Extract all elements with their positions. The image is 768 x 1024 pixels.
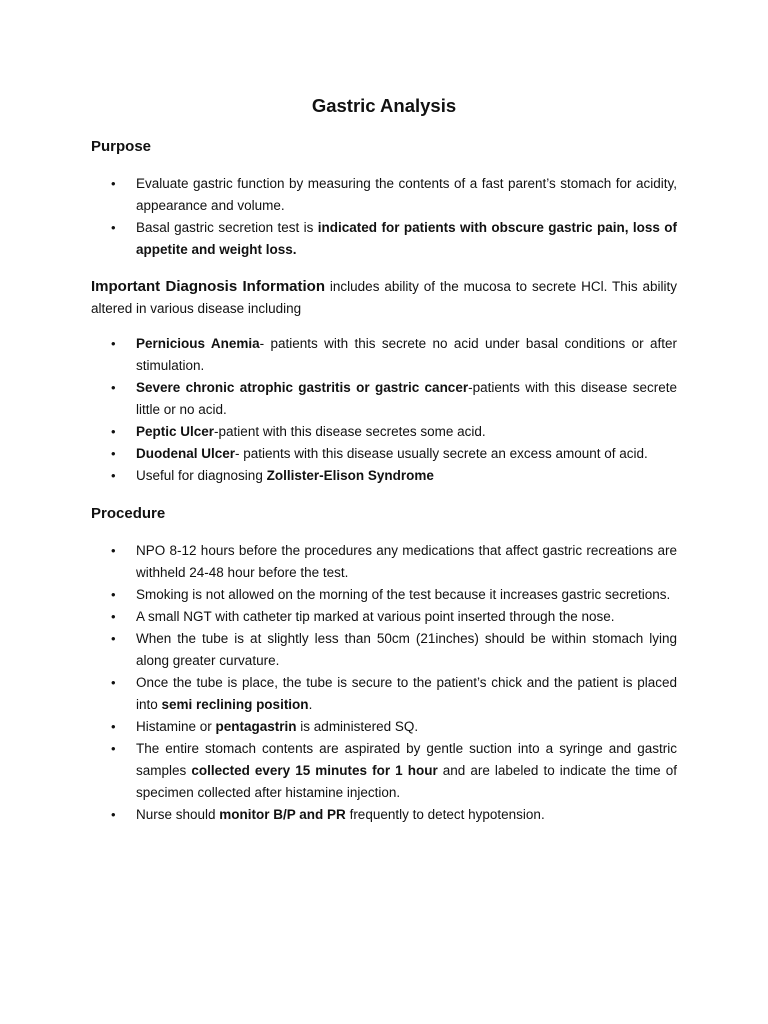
list-item (91, 333, 677, 377)
item-bold: Duodenal Ulcer (136, 446, 236, 461)
page-title: Gastric Analysis (311, 95, 457, 116)
item-text: Useful for diagnosing (136, 468, 267, 483)
item-bold: collected every 15 minutes for 1 hour (191, 763, 438, 778)
item-text: Nurse should (136, 807, 220, 822)
purpose-list (91, 173, 677, 261)
list-item (91, 217, 677, 261)
item-text: -patients with this disease secrete little or no acid. (136, 380, 677, 417)
item-text: NPO 8-12 hours before the procedures any medications that affect gastric recreations are withheld 24-48 hour before the test. (136, 543, 677, 580)
diagnosis-list (91, 333, 677, 487)
item-text: is administered SQ. (296, 719, 419, 734)
item-bold: Pernicious Anemia (136, 336, 260, 351)
item-bold: Peptic Ulcer (136, 424, 215, 439)
list-item (91, 465, 677, 487)
item-text: -patient with this disease secretes some acid. (214, 424, 486, 439)
list-item (91, 716, 677, 738)
list-item (91, 672, 677, 716)
item-text: Evaluate gastric function by measuring the contents of a fast parent’s stomach for acidity, appearance and volume. (136, 176, 677, 213)
list-item (91, 738, 677, 804)
item-bold: Zollister-Elison Syndrome (266, 468, 434, 483)
list-item (91, 377, 677, 421)
item-bold: indicated for patients with obscure gastric pain, loss of appetite and weight loss. (136, 220, 677, 257)
list-item (91, 804, 677, 826)
item-text: frequently to detect hypotension. (345, 807, 545, 822)
item-text: When the tube is at slightly less than 50cm (21inches) should be within stomach lying along greater curvature. (136, 631, 677, 668)
list-item (91, 443, 677, 465)
list-item (91, 421, 677, 443)
item-text: Once the tube is place, the tube is secure to the patient’s chick and the patient is placed into (136, 675, 677, 712)
item-text: Basal gastric secretion test is (136, 220, 318, 235)
diagnosis-text: includes ability of the mucosa to secrete HCl. This ability altered in various disease including (91, 279, 677, 316)
item-text: A small NGT with catheter tip marked at various point inserted through the nose. (136, 609, 615, 624)
diagnosis-lead: Important Diagnosis Information (91, 278, 325, 295)
list-item (91, 173, 677, 217)
item-bold: monitor B/P and PR (219, 807, 346, 822)
item-bold: pentagastrin (215, 719, 297, 734)
item-text: Smoking is not allowed on the morning of the test because it increases gastric secretions. (136, 587, 671, 602)
item-text: The entire stomach contents are aspirated by gentle suction into a syringe and gastric samples (136, 741, 677, 778)
purpose-heading: Purpose (91, 138, 152, 155)
list-item (91, 540, 677, 584)
procedure-heading: Procedure (91, 505, 166, 522)
procedure-list (91, 540, 677, 826)
diagnosis-paragraph (91, 276, 677, 320)
item-bold: semi reclining position (161, 697, 309, 712)
item-text: . (308, 697, 313, 712)
list-item (91, 584, 677, 606)
list-item (91, 628, 677, 672)
item-text: and are labeled to indicate the time of specimen collected after histamine injection. (136, 763, 677, 800)
item-bold: Severe chronic atrophic gastritis or gastric cancer (136, 380, 469, 395)
item-text: - patients with this secrete no acid under basal conditions or after stimulation. (136, 336, 677, 373)
item-text: Histamine or (136, 719, 216, 734)
item-text: - patients with this disease usually secrete an excess amount of acid. (235, 446, 648, 461)
list-item (91, 606, 677, 628)
